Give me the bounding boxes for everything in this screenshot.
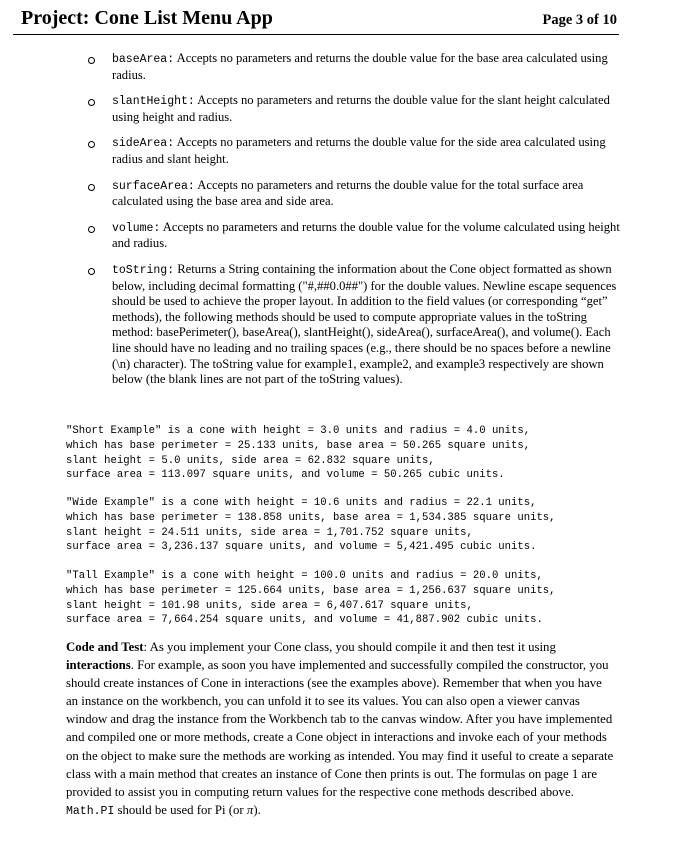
method-name: baseArea: (112, 53, 175, 66)
hollow-bullet-icon (88, 57, 95, 64)
method-item-sidearea (88, 135, 620, 167)
pi-symbol: π (246, 802, 254, 817)
interactions-term: interactions (66, 658, 131, 673)
paragraph-text: should be used for Pi (or (114, 802, 247, 817)
document-title: Project: Cone List Menu App (21, 7, 273, 29)
paragraph-text: . For example, as soon you have implemented and successfully compiled the constructor, you should create instances of Cone in interactions (see the examples above). Remember that when you have an instance on the workbench, you can unfold it to see its values. You can also open a viewer canvas window and drag the instance from the Workbench tab to the canvas window. After you have implemented and compiled one or more methods, create a Cone object in interactions and invoke each of your methods on the object to make sure the methods are working as intended. You may find it useful to create a separate class with a main method that creates an instance of Cone then prints is out. The formulas on page 1 are provided to assist you in computing return values for the respective cone methods described above. (66, 658, 614, 799)
code-and-test-heading: Code and Test (66, 640, 144, 654)
method-name: slantHeight: (112, 95, 195, 109)
method-name: surfaceArea: (112, 179, 195, 193)
code-and-test-paragraph (66, 638, 614, 821)
method-description: Accepts no parameters and returns the double value for the slant height calculated using height and radius. (112, 93, 610, 124)
hollow-bullet-icon (88, 141, 95, 148)
hollow-bullet-icon (88, 268, 95, 275)
method-item-volume (88, 220, 620, 252)
method-name: sideArea: (112, 137, 175, 151)
example-output-short: "Short Example" is a cone with height = 3.0 units and radius = 4.0 units, which has base perimeter = 25.133 units, base area = 50.265 square units, slant height = 5.0 units, side area = 62.832 square units, surface area = 113.097 square units, and volume = 50.265 cubic units. (66, 425, 531, 482)
page-header (13, 4, 619, 35)
hollow-bullet-icon (88, 99, 95, 106)
paragraph-text: : As you implement your Cone class, you should compile it and then test it using (143, 640, 556, 654)
method-description: Accepts no parameters and returns the double value for the side area calculated using radius and slant height. (112, 135, 606, 166)
math-pi-code: Math.PI (66, 804, 115, 818)
method-description: Accepts no parameters and returns the double value for the total surface area calculated using the base area and side area. (112, 177, 584, 209)
example-output-wide: "Wide Example" is a cone with height = 10.6 units and radius = 22.1 units, which has base perimeter = 138.858 units, base area = 1,534.385 square units, slant height = 24.511 units, side area = 1,701.752 square units, surface area = 3,236.137 square units, and volume = 5,421.495 cubic units. (66, 497, 556, 554)
paragraph-text: ). (253, 802, 261, 817)
method-name: toString: (112, 263, 175, 277)
method-description: Returns a String containing the information about the Cone object formatted as shown below, including decimal formatting ("#,##0.0##") for the double values. Newline escape sequences should be used to achieve the proper layout. In addition to the field values (or corresponding “get” methods), the following methods should be used to compute appropriate values in the toString method: basePerimeter(), baseArea(), slantHeight(), sideArea(), surfaceArea(), and volume(). Each line should have no leading and no trailing spaces (e.g., there should be no spaces before a newline (\n) character). The toString value for example1, example2, and example3 respectively are shown below (the blank lines are not part of the toString values). (112, 261, 617, 387)
method-description: Accepts no parameters and returns the double value for the base area calculated using radius. (112, 51, 608, 82)
method-list (88, 51, 620, 388)
method-item-surfacearea (88, 178, 620, 210)
method-item-slantheight (88, 93, 620, 125)
example-output-tall: "Tall Example" is a cone with height = 100.0 units and radius = 20.0 units, which has base perimeter = 125.664 units, base area = 1,256.637 square units, slant height = 101.98 units, side area = 6,407.617 square units, surface area = 7,664.254 square units, and volume = 41,887.902 cubic units. (66, 570, 556, 627)
method-item-basearea (88, 51, 620, 83)
method-item-tostring (88, 262, 620, 388)
page-number: Page 3 of 10 (542, 12, 617, 28)
method-name: volume: (112, 221, 161, 235)
hollow-bullet-icon (88, 226, 95, 233)
method-description: Accepts no parameters and returns the double value for the volume calculated using height and radius. (112, 219, 620, 251)
hollow-bullet-icon (88, 184, 95, 191)
